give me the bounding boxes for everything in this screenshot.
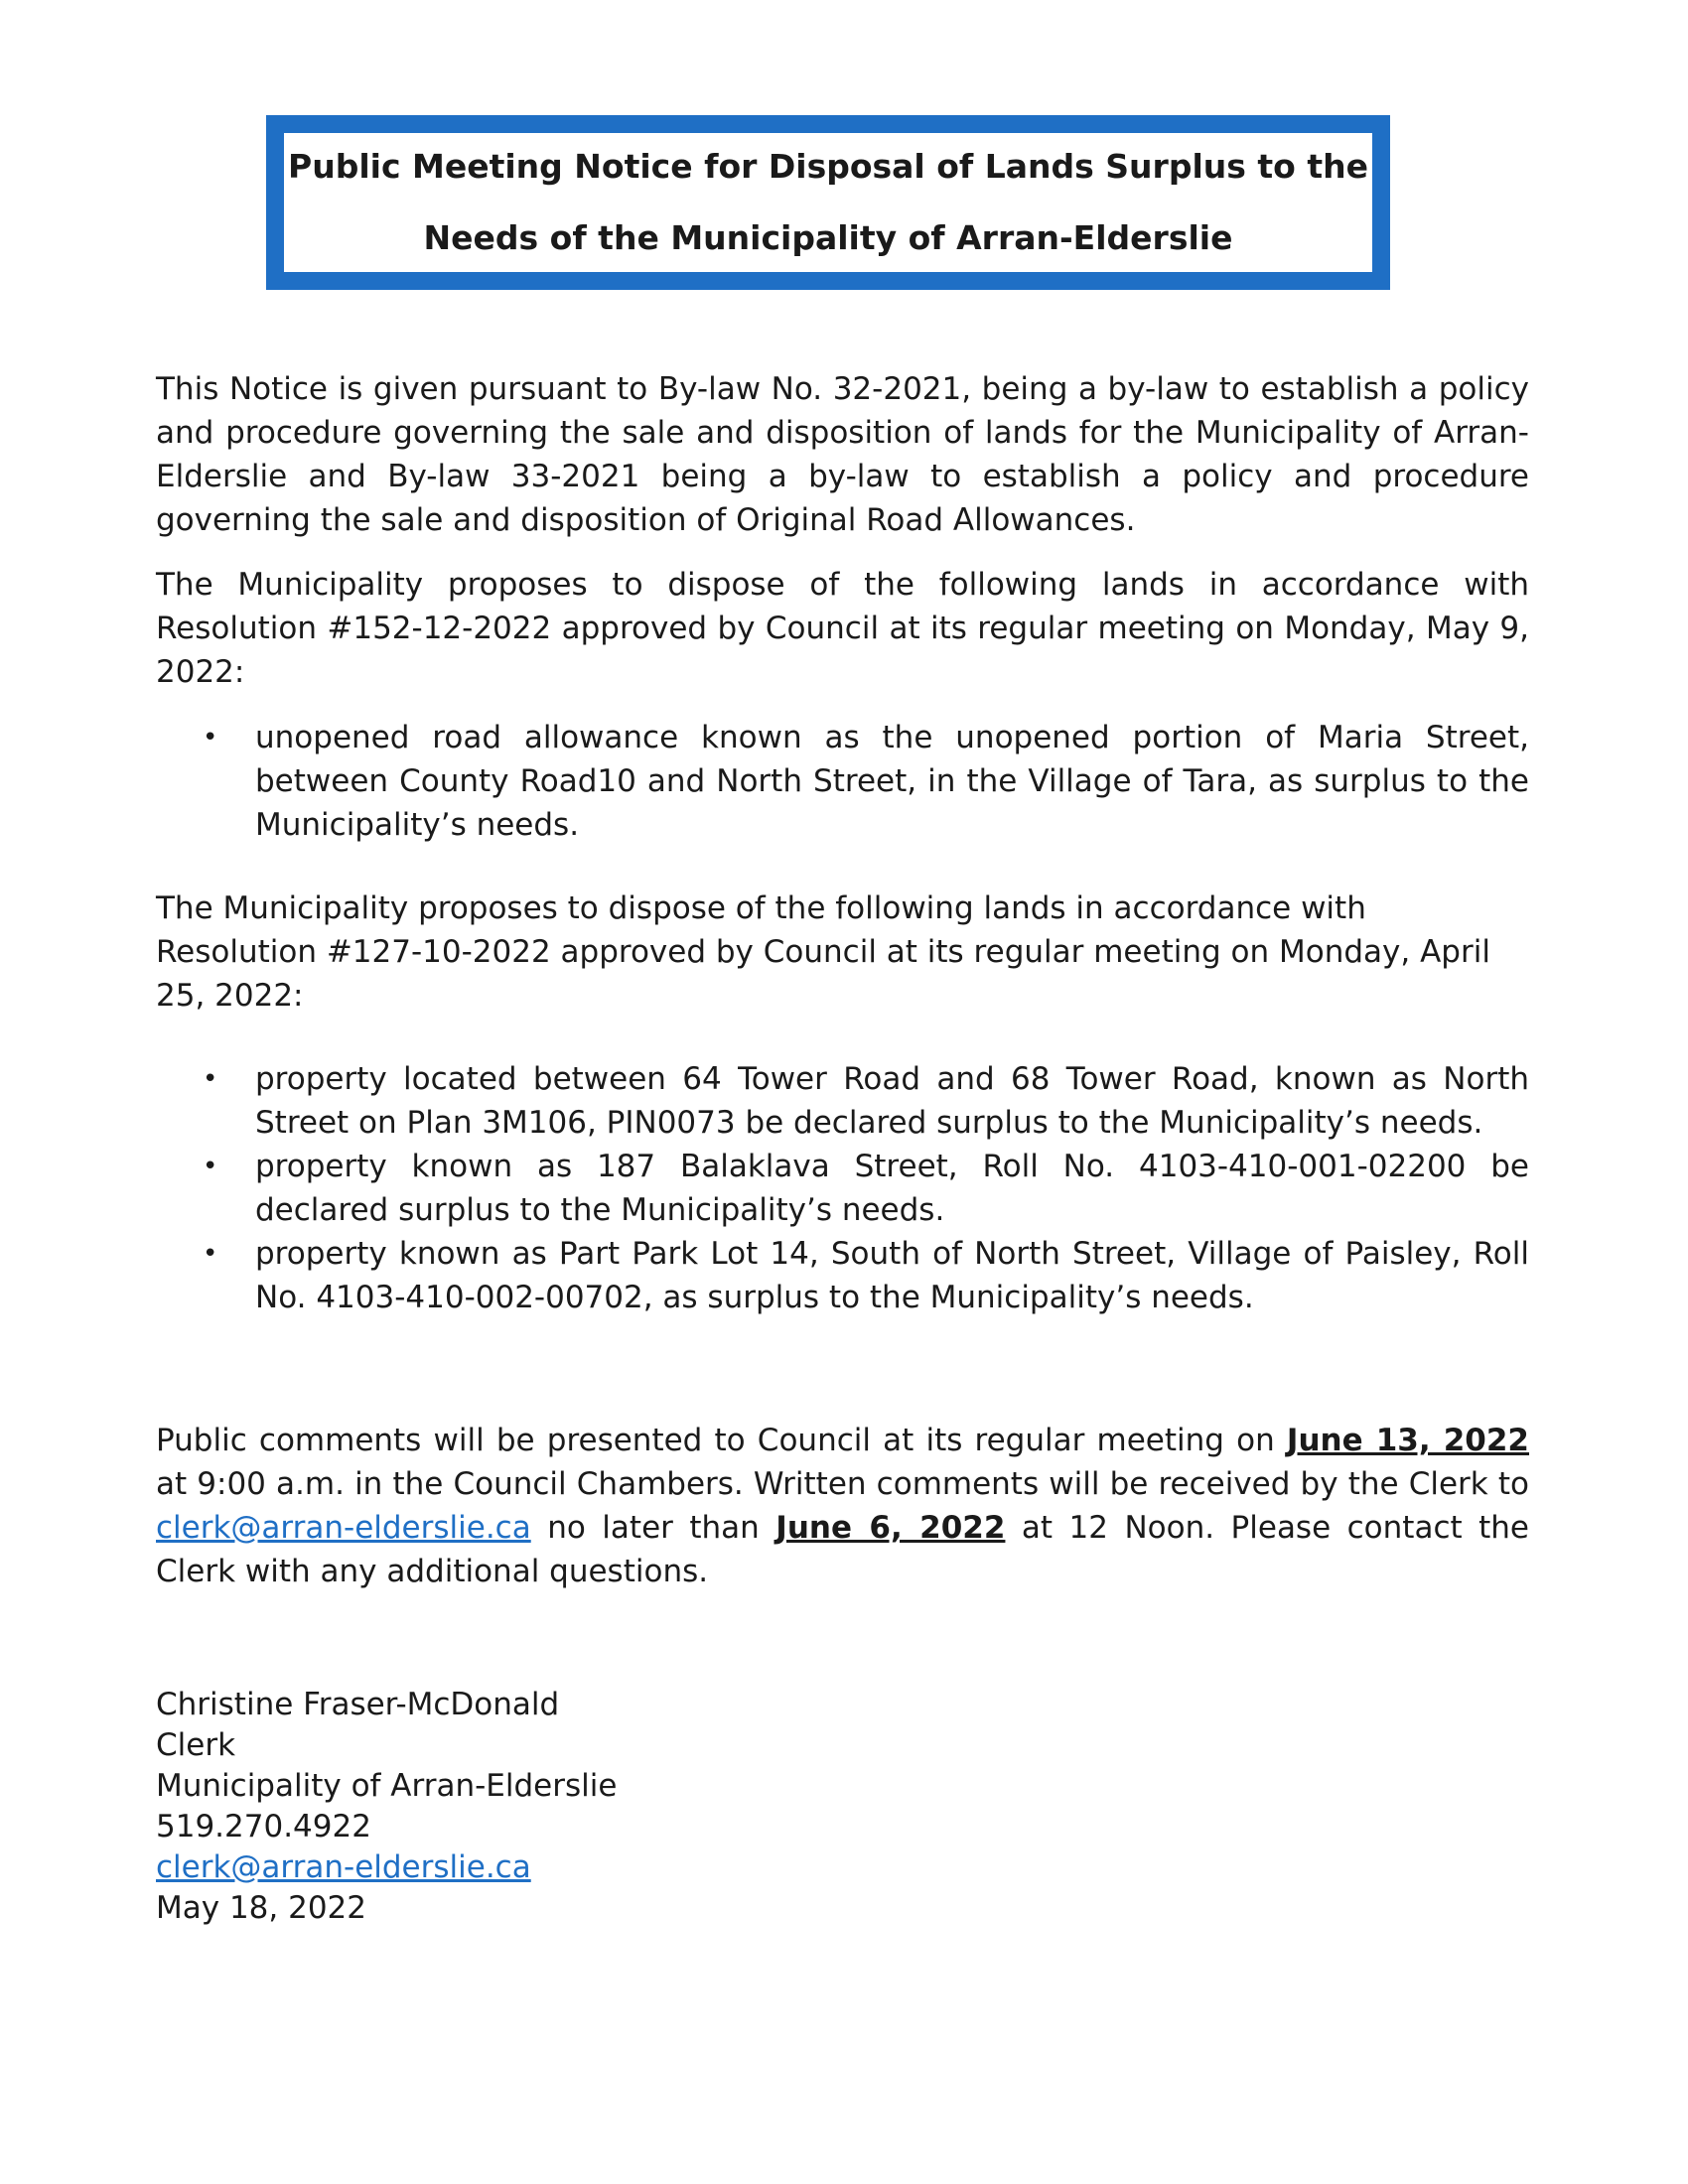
list-item xyxy=(156,716,1529,847)
signature-date: May 18, 2022 xyxy=(156,1890,366,1926)
title-line-1: Public Meeting Notice for Disposal of Lands Surplus to the xyxy=(288,147,1368,186)
signature-block xyxy=(156,1685,1529,1929)
bullet-icon: • xyxy=(203,1239,218,1269)
list-item xyxy=(156,1145,1529,1232)
signature-name: Christine Fraser-McDonald xyxy=(156,1687,560,1722)
list-item-text: property located between 64 Tower Road and 68 Tower Road, known as North Street on Plan 3M106, PIN0073 be declared surplus to the Municipality’s needs. xyxy=(255,1061,1529,1141)
list-item xyxy=(156,1057,1529,1145)
title-box xyxy=(266,115,1390,290)
list-item xyxy=(156,1232,1529,1319)
comments-text-4: at 12 Noon. Please contact the Clerk with any additional questions. xyxy=(156,1510,1529,1589)
clerk-email-link[interactable]: clerk@arran-elderslie.ca xyxy=(156,1510,531,1546)
list-item-text: unopened road allowance known as the unopened portion of Maria Street, between County Road10 and North Street, in the Village of Tara, as surplus to the Municipality’s needs. xyxy=(255,720,1529,843)
resolution-2-list xyxy=(156,1057,1529,1319)
comments-text-2: at 9:00 a.m. in the Council Chambers. Written comments will be received by the Clerk to xyxy=(156,1466,1529,1502)
intro-paragraph: This Notice is given pursuant to By-law No. 32-2021, being a by-law to establish a policy and procedure governing the sale and disposition of lands for the Municipality of Arran-Elderslie and By-law 33-2021 being a by-law to establish a policy and procedure governing the sale and disposition of Original Road Allowances. xyxy=(156,371,1529,538)
signature-phone: 519.270.4922 xyxy=(156,1809,371,1844)
meeting-date: June 13, 2022 xyxy=(1286,1423,1530,1458)
signature-role: Clerk xyxy=(156,1727,236,1763)
resolution-1-paragraph: The Municipality proposes to dispose of the following lands in accordance with Resolution #152-12-2022 approved by Council at its regular meeting on Monday, May 9, 2022: xyxy=(156,567,1529,690)
resolution-2-paragraph: The Municipality proposes to dispose of the following lands in accordance with Resolution #127-10-2022 approved by Council at its regular meeting on Monday, April 25, 2022: xyxy=(156,890,1490,1014)
comments-text-1: Public comments will be presented to Council at its regular meeting on xyxy=(156,1423,1287,1458)
list-item-text: property known as Part Park Lot 14, South of North Street, Village of Paisley, Roll No. 4103-410-002-00702, as surplus to the Municipality’s needs. xyxy=(255,1236,1529,1315)
bullet-icon: • xyxy=(203,1152,218,1181)
resolution-1-list xyxy=(156,716,1529,847)
deadline-date: June 6, 2022 xyxy=(775,1510,1006,1546)
bullet-icon: • xyxy=(203,723,218,752)
title-line-2: Needs of the Municipality of Arran-Elderslie xyxy=(423,218,1233,257)
notice-body xyxy=(156,367,1529,1929)
list-item-text: property known as 187 Balaklava Street, Roll No. 4103-410-001-02200 be declared surplus to the Municipality’s needs. xyxy=(255,1149,1529,1228)
comments-paragraph xyxy=(156,1419,1529,1593)
bullet-icon: • xyxy=(203,1064,218,1094)
comments-text-3: no later than xyxy=(530,1510,776,1546)
signature-organization: Municipality of Arran-Elderslie xyxy=(156,1768,618,1804)
signature-email-link[interactable]: clerk@arran-elderslie.ca xyxy=(156,1849,531,1885)
